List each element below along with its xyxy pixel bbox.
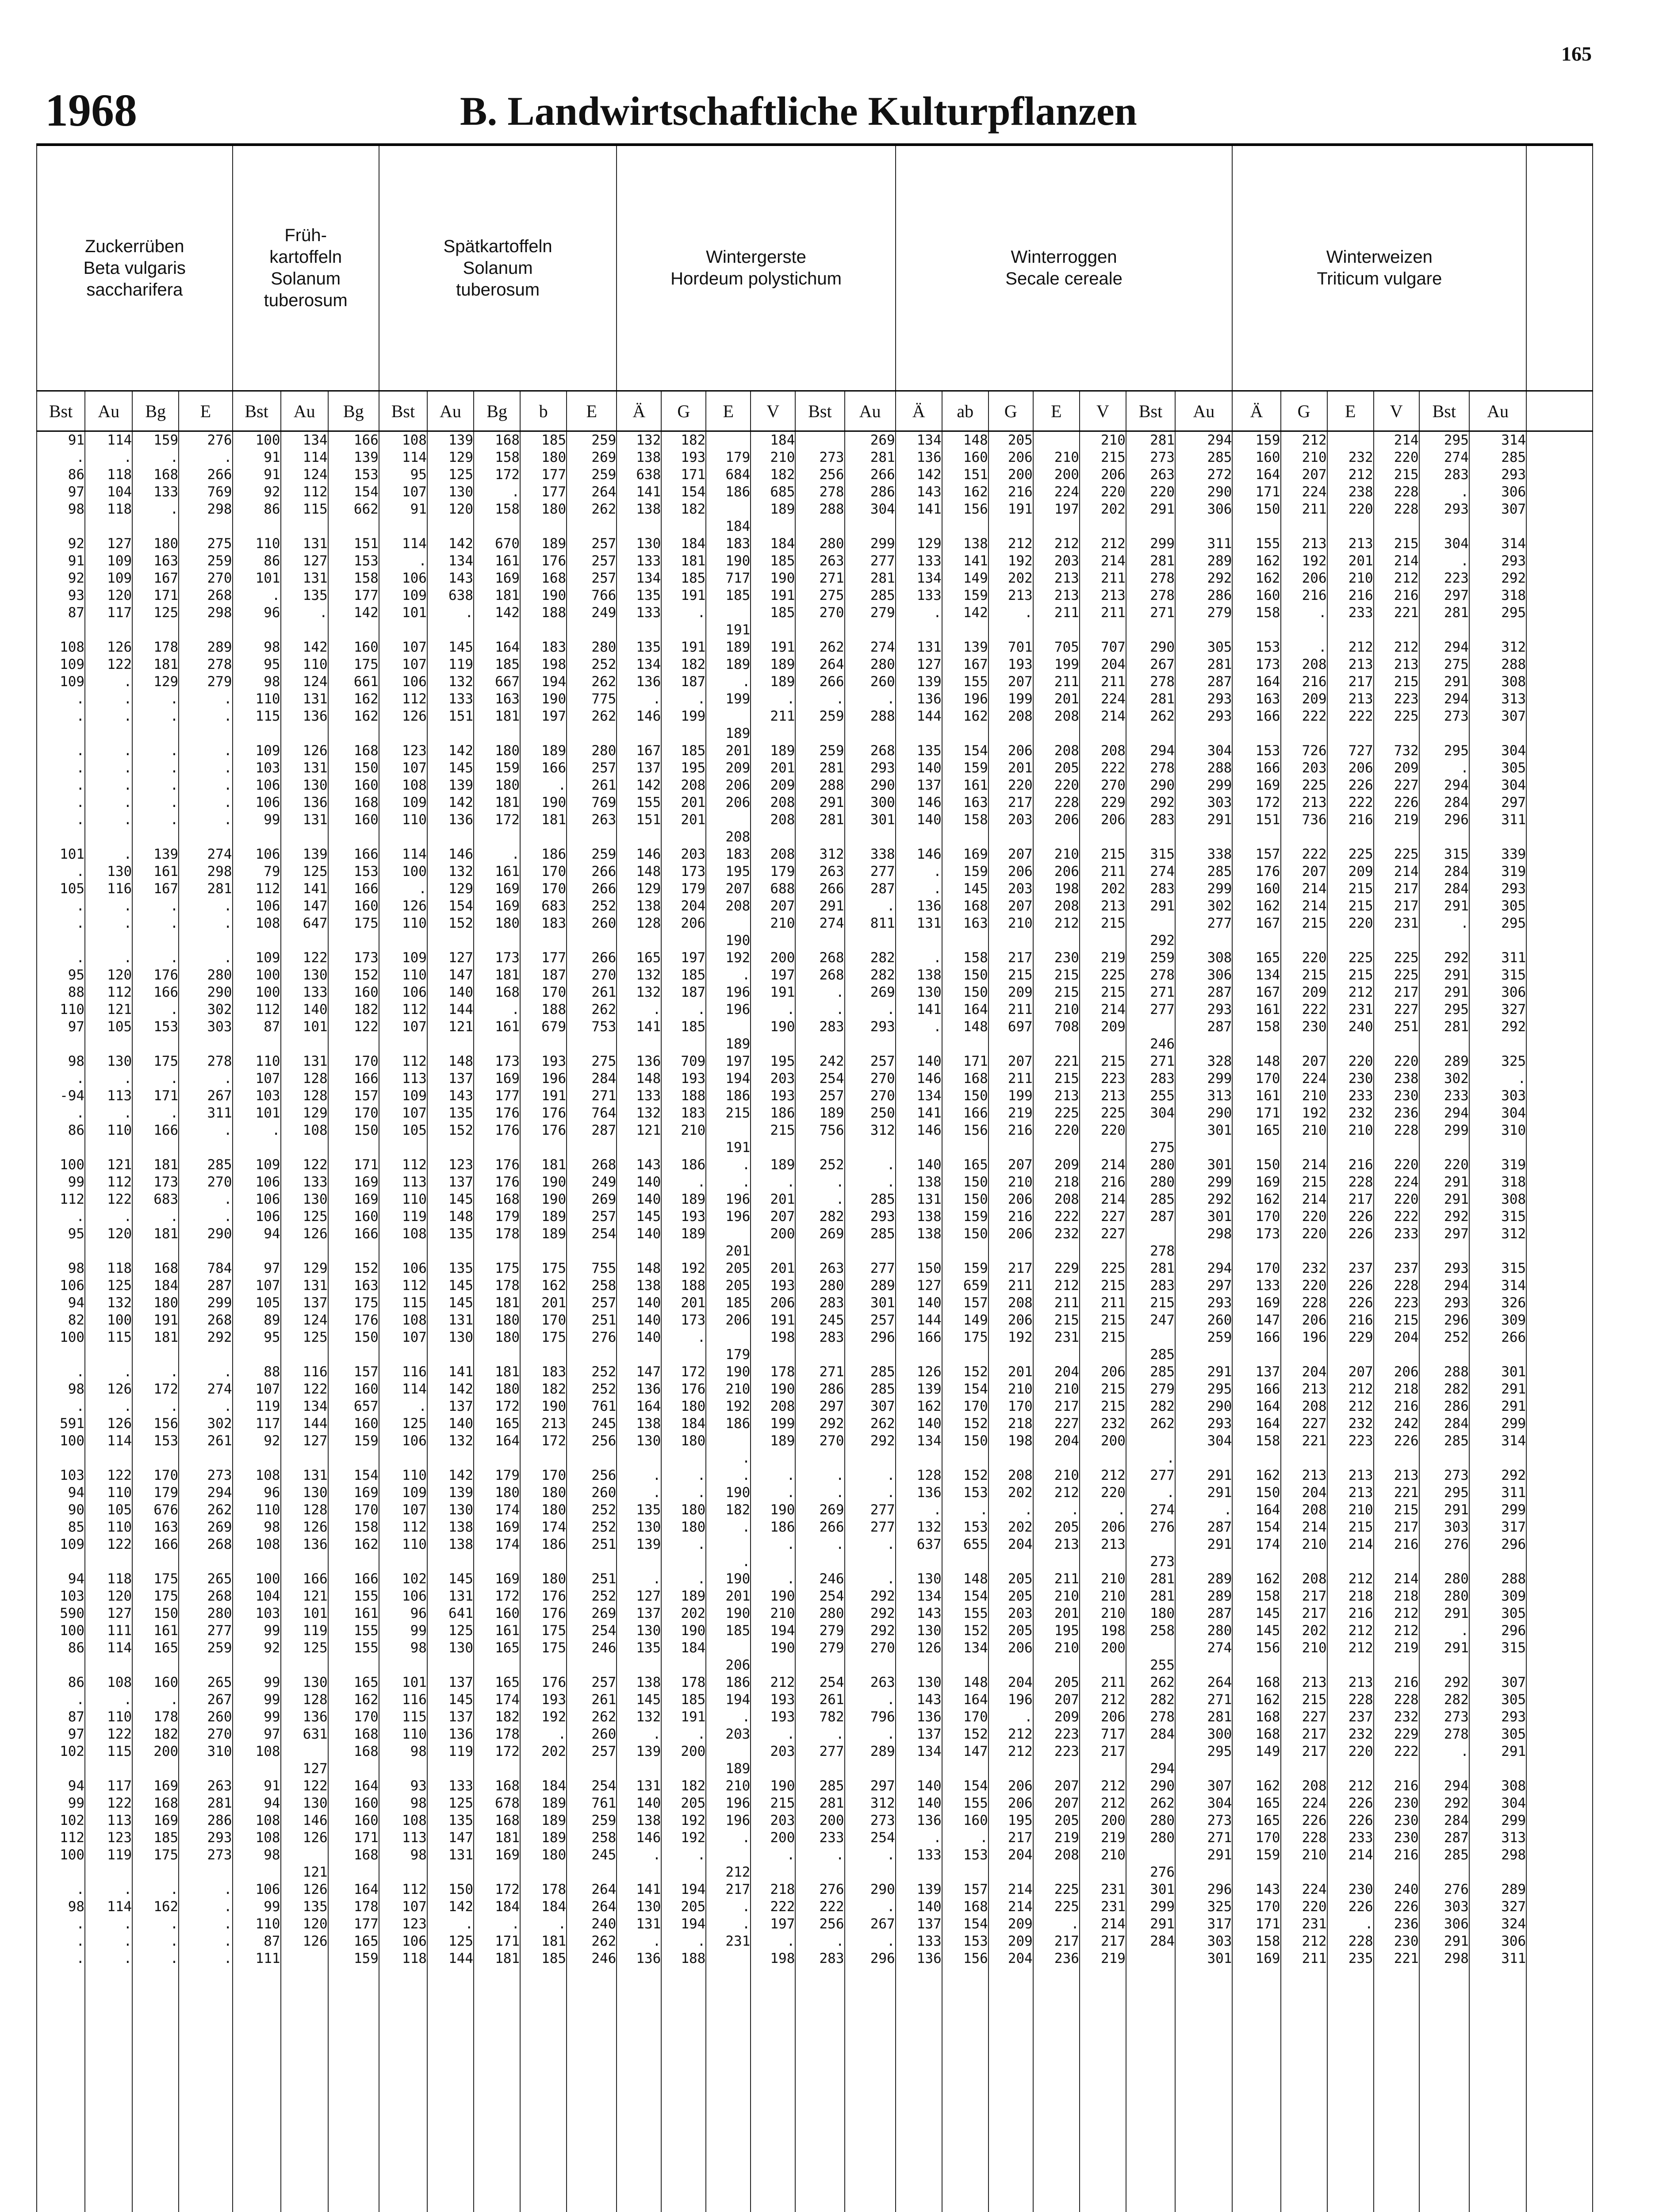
group-line: Solanum — [271, 269, 341, 288]
column-header: V — [1080, 391, 1126, 431]
column-header: Ä — [617, 391, 661, 431]
group-header-zuckerrueben — [37, 145, 233, 391]
data-column-values: 212 210 207 224 211 213 192 206 216 . . 208 216 209 222 726 203 225 213 736 222 207 214 214 215 220 215 209 222 230 207 224 210 192 210 214 215 214 220 220 232 220 228 206 196 204 213 208 227 221 213 204 208 214 210 208 217 217 202 210 213 215 227 217 217 208 224 226 228 210 224 220 231 212 211 — [1281, 431, 1327, 2212]
data-column-values: 139 129 125 130 120 142 134 143 638 . 145 119 132 133 151 142 145 139 142 136 146 132 129 154 152 127 147 140 144 121 148 137 143 135 152 123 137 145 148 135 135 145 145 131 130 141 142 137 140 132 142 139 130 138 138 145 131 641 125 130 137 145 137 136 119 133 125 135 147 131 150 142 . 125 144 — [427, 431, 474, 2212]
empty-column-header — [1526, 391, 1593, 431]
crop-data-table — [36, 143, 1593, 2212]
column-header: E — [1327, 391, 1374, 431]
column-header: E — [1033, 391, 1080, 431]
data-column-values: 134 136 142 143 141 129 133 134 133 . 131 127 139 136 144 135 140 137 146 140 146 . . 136 131 . 138 130 141 . 140 146 134 141 146 140 138 131 138 138 150 127 140 144 166 126 139 162 140 134 128 136 . 132 637 130 134 143 130 126 130 143 136 137 134 140 140 136 . 133 139 140 137 133 136 — [896, 431, 942, 2212]
data-column-values: 314 285 293 306 307 314 293 292 318 295 312 288 308 313 307 304 305 304 297 311 339 319 293 305 295 311 315 306 327 292 325 . 303 304 310 319 318 308 315 312 315 314 326 309 266 301 291 291 299 314 292 311 299 317 296 288 309 305 296 315 307 305 293 305 291 308 304 299 313 298 289 327 324 306 311 — [1469, 431, 1526, 2212]
group-line: Beta vulgaris — [83, 258, 186, 278]
column-header: Au — [85, 391, 132, 431]
group-line: kartoffeln — [269, 247, 342, 267]
column-header: G — [1281, 391, 1327, 431]
group-line: Früh- — [284, 226, 327, 245]
column-header: Au — [1175, 391, 1232, 431]
page-title: B. Landwirtschaftliche Kulturpflanzen — [460, 88, 1137, 134]
group-line: tuberosum — [264, 291, 348, 310]
data-row — [37, 431, 1593, 2212]
column-header-row — [37, 391, 1593, 431]
group-line: Triticum vulgare — [1317, 269, 1442, 288]
data-column-values: 159 160 164 171 150 155 162 162 160 158 153 173 164 163 166 153 166 169 172 151 157 176 160 162 167 165 134 167 161 158 148 170 161 171 165 150 169 162 170 173 170 133 169 147 166 137 166 164 164 158 162 150 164 154 174 162 158 145 145 156 168 162 168 168 149 162 165 165 170 159 143 170 171 158 169 — [1232, 431, 1280, 2212]
data-column-values: 205 206 200 216 191 212 192 202 213 . 701 193 207 199 208 206 201 220 217 203 207 206 203 207 210 217 215 209 211 697 207 211 199 219 216 207 210 206 216 206 217 211 208 206 192 201 210 170 218 198 208 202 . 202 204 205 205 203 205 206 204 196 . 212 212 206 206 195 217 204 214 214 209 209 204 — [988, 431, 1033, 2212]
column-header: Au — [1469, 391, 1526, 431]
column-header: G — [661, 391, 706, 431]
data-column-values: 108 114 95 107 91 114 . 106 109 101 107 107 106 112 126 123 107 108 109 110 114 100 . 126 110 109 110 106 112 107 112 113 109 107 105 112 113 110 119 108 106 112 115 108 107 116 114 . 125 106 110 109 107 112 110 102 106 96 99 98 101 116 115 110 98 93 98 108 113 98 112 107 123 106 118 — [379, 431, 427, 2212]
data-column-values: 295 274 283 . 293 304 . 223 297 281 294 275 291 294 273 295 . 294 284 296 315 284 284 291 . 292 291 291 295 281 289 302 233 294 299 220 291 291 292 297 293 294 293 296 252 288 282 286 284 285 273 295 291 303 276 280 280 291 . 291 292 282 273 278 . 294 292 284 287 285 276 303 306 291 298 — [1419, 431, 1469, 2212]
year-label: 1968 — [45, 85, 137, 136]
data-column-values: 168 158 172 . 158 670 161 169 181 142 164 185 667 163 181 180 159 180 181 172 . 161 169 169 180 173 181 168 . 161 173 169 177 176 176 176 176 168 179 178 175 178 181 180 180 181 180 172 165 164 179 180 174 169 174 169 172 160 161 165 165 174 182 178 172 168 678 168 181 169 172 184 . 171 181 — [474, 431, 520, 2212]
column-header: Bg — [328, 391, 379, 431]
group-line: saccharifera — [86, 280, 183, 300]
group-header-winterweizen — [1232, 145, 1526, 391]
data-column-values: 281 273 263 220 291 299 281 278 278 271 290 267 278 281 262 294 278 290 292 283 315 274 283 291 292 259 278 271 277 246 271 283 255 304 275 280 280 285 287 278 281 283 215 247 285 285 279 282 262 . 277 . 274 276 273 281 281 180 258 255 262 282 278 284 294 290 262 280 280 276 301 299 291 284 — [1126, 431, 1175, 2212]
group-header-wintergerste — [617, 145, 895, 391]
group-line: Solanum — [463, 258, 533, 278]
empty-column-header — [1526, 145, 1593, 391]
column-header: Bst — [1126, 391, 1175, 431]
column-header: Au — [281, 391, 328, 431]
data-column-values: 269 281 266 286 304 299 277 281 285 279 274 280 260 . 288 268 293 290 300 301 338 277 287 . 811 282 282 269 . 293 257 270 270 250 312 . . 285 293 285 277 289 301 257 296 285 285 307 262 292 . . 277 277 . . 292 292 292 270 263 . 796 . 289 297 312 273 254 . 290 . 267 . 296 — [845, 431, 896, 2212]
data-column-values: 232 212 238 220 213 201 210 216 233 212 213 217 213 222 727 206 226 222 216 225 209 215 215 220 225 215 212 231 240 220 230 233 232 210 216 228 217 226 226 237 226 226 216 229 207 212 212 232 223 213 213 210 215 214 212 218 216 212 212 213 228 237 232 220 212 226 226 233 214 230 226 . 228 235 — [1327, 431, 1374, 2212]
group-line: Spätkartoffeln — [443, 236, 552, 256]
data-column-values: 210 200 224 197 212 203 213 213 211 705 199 211 201 208 208 205 220 228 206 210 206 198 208 212 230 215 215 210 708 221 215 213 225 220 209 218 208 222 232 229 212 211 215 231 204 210 217 227 204 210 212 . 205 213 211 210 201 195 210 205 207 209 223 223 207 207 205 219 208 225 225 . 217 236 — [1033, 431, 1080, 2212]
data-column-values: 214 220 215 228 228 215 214 212 216 221 212 213 215 223 225 732 209 227 226 219 225 214 217 217 231 225 225 217 227 251 220 238 230 236 228 220 224 220 222 233 237 228 223 215 204 206 218 216 242 226 213 221 215 217 216 214 218 212 212 219 216 228 232 229 222 216 230 230 230 216 240 226 236 230 221 — [1374, 431, 1419, 2212]
data-column-values: 184 210 182 685 189 184 185 190 191 185 191 189 189 . 211 189 201 209 208 208 208 179 688 207 210 200 197 191 . 190 195 203 193 186 215 189 . 201 207 200 201 193 206 191 198 178 190 208 199 189 . . 190 186 . . 190 210 194 190 212 193 193 . 203 190 215 203 200 . 218 222 197 . 198 — [751, 431, 795, 2212]
group-line: Winterroggen — [1011, 247, 1117, 267]
data-column-values: 91 . 86 97 98 92 91 92 93 87 108 109 109 . . . . . . . 101 . 105 . . . 95 88 110 97 98 . -94 . 86 100 99 112 . 95 98 106 94 82 100 . 98 . 591 100 103 94 90 85 109 94 103 590 100 86 86 . 87 97 102 94 99 102 112 100 . 98 . . . — [37, 431, 85, 2212]
data-column-values: 166 139 153 154 662 151 153 158 177 142 160 175 661 162 162 168 150 160 168 160 166 153 166 160 175 173 152 160 182 122 170 166 157 170 150 171 169 169 160 166 152 163 175 176 150 157 160 657 160 159 154 169 170 158 162 166 155 161 155 155 165 162 170 168 168 164 160 160 171 168 164 178 177 165 159 — [328, 431, 379, 2212]
column-header: Bst — [379, 391, 427, 431]
group-line: Wintergerste — [706, 247, 806, 267]
column-header: Bst — [795, 391, 844, 431]
group-line: Secale cereale — [1005, 269, 1122, 288]
data-column-values: 273 256 278 288 280 263 271 275 270 262 264 266 . 259 259 281 288 291 281 312 263 266 291 274 268 268 . . 283 242 254 257 189 756 252 . . 282 269 263 280 283 245 283 271 286 297 292 270 . . 269 266 . 246 254 280 279 279 254 261 782 . 277 285 281 200 233 . 276 222 256 . 283 — [795, 431, 844, 2212]
column-header: Ä — [896, 391, 942, 431]
data-column-values: 182 193 171 154 182 184 181 185 191 . 191 182 187 . 199 185 195 208 201 201 203 173 179 204 206 197 185 187 . 185 709 193 188 183 210 186 . 189 193 189 192 188 201 173 . 172 176 180 184 180 . . 180 180 . . 189 202 190 184 178 185 191 . 200 182 205 192 192 . 194 205 194 . 188 — [661, 431, 706, 2212]
data-column-values: 100 91 91 92 86 110 86 101 . 96 98 95 98 110 115 109 103 106 106 99 106 79 112 106 108 109 100 100 112 87 110 107 103 101 . 109 106 106 106 94 97 107 105 89 95 88 107 119 117 92 108 96 110 98 108 100 104 103 99 92 99 99 99 97 108 91 94 108 108 98 106 99 110 87 111 — [233, 431, 281, 2212]
data-column-values: 148 160 151 162 156 138 141 149 159 142 139 167 155 196 162 154 159 161 163 158 169 159 145 168 163 158 150 150 164 148 171 168 150 166 156 165 150 150 159 150 159 659 157 149 175 152 154 170 152 150 152 153 . 153 655 148 154 155 152 134 148 164 170 152 147 154 155 160 . 153 157 168 154 153 156 — [942, 431, 988, 2212]
column-header: E — [706, 391, 751, 431]
data-column-values: 159 . 168 133 . 180 163 167 171 125 178 181 129 . . . . . . . 139 161 167 . . . 176 166 . 153 175 . 171 . 166 181 173 683 . 181 168 184 180 191 181 . 172 . 156 153 170 179 676 163 166 175 175 150 161 165 160 . 178 182 200 169 168 169 185 175 . 162 . . . — [132, 431, 179, 2212]
group-header-fruehkartoffeln — [233, 145, 379, 391]
column-header: Bg — [474, 391, 520, 431]
column-header: Bst — [1419, 391, 1469, 431]
column-header: Bst — [233, 391, 281, 431]
column-header: ab — [942, 391, 988, 431]
column-header: Bg — [132, 391, 179, 431]
empty-column — [1526, 431, 1593, 2212]
data-column-values: 179 684 186 184 183 190 717 185 191 189 189 . 199 189 201 209 206 206 208 183 195 207 208 190 192 . 196 196 189 197 194 186 215 191 . . 196 196 201 205 205 185 206 179 190 210 192 186 . . 190 182 . . 190 201 190 185 206 186 194 . 203 189 210 196 196 . 212 217 . . 231 — [706, 431, 751, 2212]
column-header: b — [520, 391, 567, 431]
column-header: Ä — [1232, 391, 1280, 431]
data-column-values: 259 269 259 264 262 257 257 257 766 249 280 252 262 775 262 280 257 261 769 263 259 266 266 252 260 266 270 261 262 753 275 284 271 764 287 268 249 269 257 254 755 258 257 251 276 252 252 761 245 256 256 260 252 252 251 251 252 269 254 246 257 261 262 260 257 254 761 259 258 245 264 264 240 262 246 — [567, 431, 617, 2212]
group-line: tuberosum — [456, 280, 540, 300]
column-header: Bst — [37, 391, 85, 431]
column-header: Au — [845, 391, 896, 431]
column-header: E — [567, 391, 617, 431]
data-column-values: 134 114 124 112 115 131 127 131 135 . 142 110 124 131 136 126 131 130 136 131 139 125 141 147 647 122 130 133 140 101 131 128 128 129 108 122 133 130 125 126 129 131 137 124 125 116 122 134 144 127 131 130 128 126 136 166 121 101 119 125 130 128 136 631 127 122 130 146 126 121 126 135 120 126 — [281, 431, 328, 2212]
crop-data-table-wrapper — [36, 143, 1593, 2212]
page-number: 165 — [1561, 42, 1592, 65]
column-header: E — [179, 391, 232, 431]
column-header: Au — [427, 391, 474, 431]
data-column-values: 276 . 266 769 298 275 259 270 268 298 289 278 279 . . . . . . . 274 298 281 . . . 280 290 302 303 278 . 267 311 . 285 270 . . 290 784 287 299 268 292 . 274 . 302 261 273 294 262 269 268 265 268 280 277 259 265 267 260 270 310 263 281 286 293 273 . . . . . — [179, 431, 232, 2212]
group-line: Hordeum polystichum — [670, 269, 842, 288]
data-column-values: 210 215 206 220 202 212 214 211 213 211 707 204 211 224 214 208 222 270 229 206 215 211 202 213 215 219 225 215 214 209 215 223 213 225 220 214 216 214 227 227 225 215 211 215 215 206 215 215 232 200 212 220 . 206 213 210 210 210 198 200 211 212 206 717 217 212 212 200 219 210 231 231 214 217 219 — [1080, 431, 1126, 2212]
group-header-row — [37, 145, 1593, 391]
column-header: V — [1374, 391, 1419, 431]
data-column-values: 185 180 177 177 180 189 176 168 190 188 183 198 194 190 197 189 166 . 190 181 186 170 170 683 183 177 187 170 188 679 193 196 191 176 176 181 190 190 189 189 175 162 201 170 175 183 182 190 213 172 170 180 180 174 186 180 176 176 175 175 176 193 192 . 202 184 189 189 189 180 178 184 . 181 185 — [520, 431, 567, 2212]
group-line: Zuckerrüben — [84, 236, 184, 256]
group-header-spaetkartoffeln — [379, 145, 617, 391]
data-column-values: 114 . 118 104 118 127 109 109 120 117 126 122 . . . . . . . . . 130 116 . . . 120 112 121 105 130 . 113 . 110 121 112 122 . 120 118 125 132 100 115 . 126 . 126 114 122 110 105 110 122 118 120 127 111 114 108 . 110 122 115 117 122 113 123 119 . 114 . . . — [85, 431, 132, 2212]
data-column-values: 294 285 272 290 306 311 289 292 286 279 305 281 287 293 293 304 288 299 303 291 338 285 299 302 277 308 306 287 293 287 328 299 313 290 301 301 299 292 301 298 294 297 293 260 259 291 295 290 293 304 291 291 . 287 291 289 289 287 280 274 264 271 281 300 295 307 304 273 271 291 296 325 317 303 301 — [1175, 431, 1232, 2212]
group-header-winterroggen — [896, 145, 1233, 391]
column-header: G — [988, 391, 1033, 431]
group-line: Winterweizen — [1326, 247, 1433, 267]
data-column-values: 132 138 638 141 138 130 133 134 135 133 135 134 136 . 146 167 137 142 155 151 146 148 129 138 128 165 132 132 . 141 136 148 133 132 121 143 140 140 145 140 148 138 140 140 140 147 136 164 138 130 . . 135 130 139 . 127 137 130 135 138 145 132 . 139 131 140 138 146 . 141 130 131 . 136 — [617, 431, 661, 2212]
column-header: V — [751, 391, 795, 431]
